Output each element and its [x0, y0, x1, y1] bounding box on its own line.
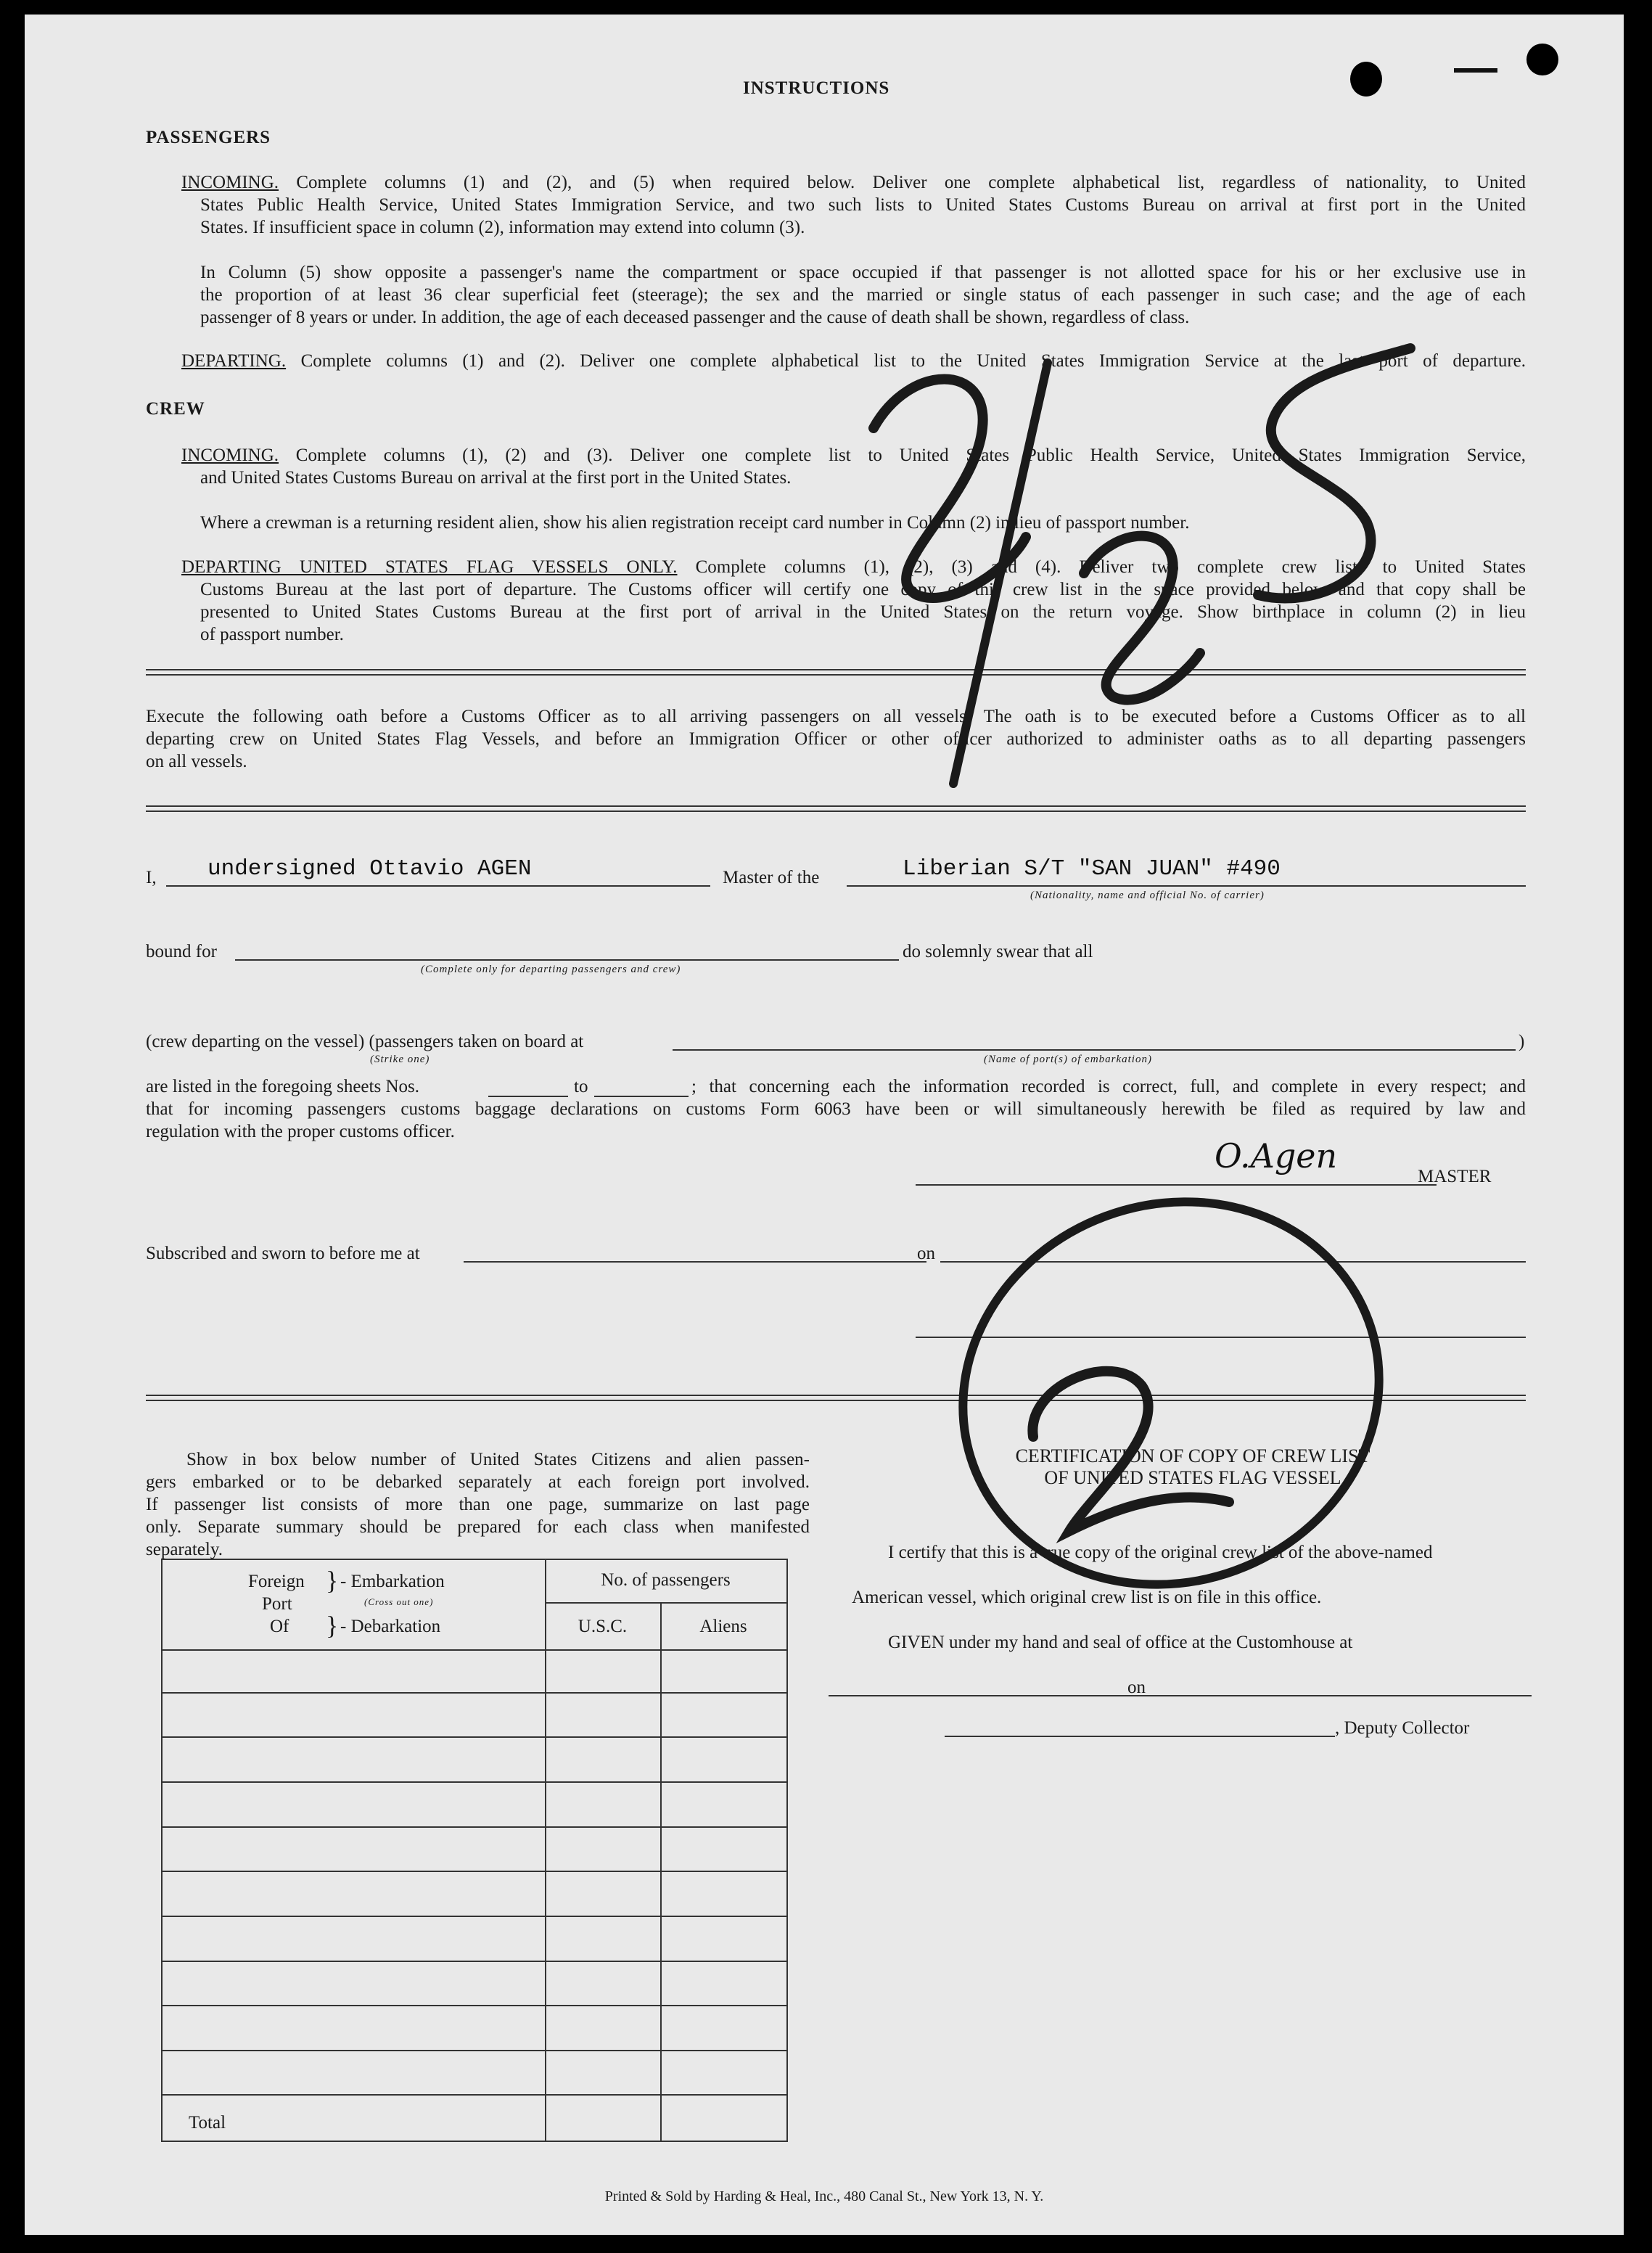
master-name-value: undersigned Ottavio AGEN [207, 856, 532, 882]
passengers-departing-line: DEPARTING. Complete columns (1) and (2). Deliver one complete alphabetical list to the United States Immigration Service at the last port of departure. [181, 351, 1526, 371]
summary-line-4: only. Separate summary should be prepared for each class when manifested [146, 1517, 810, 1537]
american-vessel-text: American vessel, which original crew list is on file in this office. [852, 1588, 1322, 1607]
crew-departing-option: (crew departing on the vessel) (passengers taken on board at [146, 1032, 584, 1051]
listed-to-label: to [574, 1077, 588, 1096]
section-divider-2 [146, 805, 1526, 812]
oath-i-label: I, [146, 868, 157, 887]
passengers-heading: PASSENGERS [146, 128, 271, 147]
table-divider-usc [660, 1604, 662, 2141]
ports-caption: (Name of port(s) of embarkation) [984, 1054, 1152, 1065]
incoming-declaration-line-2: regulation with the proper customs officer. [146, 1122, 455, 1141]
table-row-rule [163, 1826, 786, 1828]
customhouse-field-line [829, 1695, 1154, 1696]
master-name-field-line [166, 885, 710, 887]
master-label: MASTER [1418, 1167, 1492, 1186]
incoming-declaration-line-1: that for incoming passengers customs baggage declarations on customs Form 6063 have been or will simultaneously herewith be filed as required by law and [146, 1099, 1526, 1119]
summary-line-5: separately. [146, 1540, 223, 1559]
bound-for-field-line [235, 959, 899, 961]
sheet-to-field [594, 1096, 689, 1097]
close-paren: ) [1519, 1032, 1525, 1051]
table-row-rule [163, 1781, 786, 1783]
table-row-rule [163, 1871, 786, 1872]
column5-line-2: the proportion of at least 36 clear superficial feet (steerage); the sex and the married or single status of each passenger in such case; and the age of each [200, 285, 1526, 305]
punch-hole-left [1350, 62, 1382, 97]
passengers-incoming-line-1: INCOMING. Complete columns (1) and (2), and (5) when required below. Deliver one complete alphabetical list, regardless of nationality, to United [181, 173, 1526, 192]
certification-title-2: OF UNITED STATES FLAG VESSEL [1044, 1467, 1341, 1488]
passenger-summary-table [161, 1559, 788, 2142]
table-row-rule [163, 1961, 786, 1962]
table-of-label: Of [270, 1617, 289, 1636]
master-of-label: Master of the [723, 868, 820, 887]
table-foreign-label: Foreign [248, 1572, 305, 1591]
passengers-incoming-line-3: States. If insufficient space in column (2), information may extend into column (3). [200, 218, 805, 237]
handwritten-circled-number [924, 1168, 1403, 1633]
pen-mark [1454, 68, 1497, 73]
table-port-label: Port [262, 1594, 292, 1614]
table-row-rule [163, 1692, 786, 1694]
vessel-value: Liberian S/T "SAN JUAN" #490 [903, 856, 1281, 882]
crew-incoming-line-2: and United States Customs Bureau on arrival at the first port in the United States. [200, 468, 792, 488]
table-usc-header: U.S.C. [578, 1617, 628, 1636]
summary-instructions [146, 1448, 810, 1561]
table-header-rule [163, 1649, 786, 1651]
embarkation-ports-field-line [673, 1049, 1516, 1051]
subscribed-place-field-line [464, 1261, 926, 1263]
summary-line-1: Show in box below number of United States Citizens and alien passen- [186, 1450, 810, 1469]
crew-departing-label: DEPARTING UNITED STATES FLAG VESSELS ONLY. [181, 557, 678, 577]
swear-text: do solemnly swear that all [903, 942, 1093, 961]
master-signature: O.Agen [1215, 1136, 1338, 1175]
crew-incoming-label: INCOMING. [181, 446, 279, 465]
printer-footer: Printed & Sold by Harding & Heal, Inc., 480 Canal St., New York 13, N. Y. [604, 2188, 1044, 2204]
crew-alien-line: Where a crewman is a returning resident alien, show his alien registration receipt card number in Column (2) in lieu of passport number. [200, 513, 1190, 533]
punch-hole-right [1526, 44, 1558, 75]
passengers-incoming-line-2: States Public Health Service, United States Immigration Service, and two such lists to United States Customs Bureau on arrival at first port in the United [200, 195, 1526, 215]
certify-text: I certify that this is a true copy of the original crew list of the above-named [888, 1543, 1433, 1562]
certification-title-1: CERTIFICATION OF COPY OF CREW LIST [1015, 1445, 1370, 1466]
subscribed-label: Subscribed and sworn to before me at [146, 1244, 420, 1263]
oath-intro-line-3: on all vessels. [146, 752, 247, 771]
table-row-rule [163, 1916, 786, 1917]
deputy-collector-field-line [945, 1736, 1335, 1737]
given-text: GIVEN under my hand and seal of office at the Customhouse at [888, 1633, 1353, 1652]
summary-line-2: gers embarked or to be debarked separately at each foreign port involved. [146, 1472, 810, 1492]
oath-intro-line-2: departing crew on United States Flag Vessels, and before an Immigration Officer or other officer authorized to administer oaths as to all departing passengers [146, 729, 1526, 749]
table-no-passengers-header: No. of passengers [601, 1570, 731, 1590]
listed-suffix: ; that concerning each the information recorded is correct, full, and complete in every respect; and [691, 1077, 1526, 1096]
table-cross-out-caption: (Cross out one) [364, 1596, 434, 1607]
crew-departing-line-4: of passport number. [200, 625, 344, 644]
passengers-departing-label: DEPARTING. [181, 351, 287, 371]
sheet-from-field [488, 1096, 568, 1097]
column5-line-1: In Column (5) show opposite a passenger's name the compartment or space occupied if that passenger is not allotted space for his or her exclusive use in [200, 263, 1526, 282]
bound-for-caption: (Complete only for departing passengers and crew) [421, 964, 681, 975]
deputy-collector-label: , Deputy Collector [1335, 1718, 1470, 1738]
table-row-rule [163, 2094, 786, 2096]
table-subheader-rule [545, 1602, 786, 1604]
strike-one-caption: (Strike one) [370, 1054, 430, 1065]
document-page [25, 15, 1624, 2235]
summary-line-3: If passenger list consists of more than one page, summarize on last page [146, 1495, 810, 1514]
crew-heading: CREW [146, 399, 205, 419]
table-aliens-header: Aliens [699, 1617, 747, 1636]
table-row-rule [163, 2050, 786, 2051]
brace-top: } [326, 1566, 339, 1595]
column5-line-3: passenger of 8 years or under. In addition, the age of each deceased passenger and the cause of death shall be shown, regardless of class. [200, 308, 1190, 327]
subscribed-on-label: on [917, 1244, 935, 1263]
oath-intro-line-1: Execute the following oath before a Customs Officer as to all arriving passengers on all vessels. The oath is to be executed before a Customs Officer as to all [146, 707, 1526, 726]
table-debarkation-label: - Debarkation [340, 1617, 441, 1636]
passengers-incoming-label: INCOMING. [181, 173, 279, 192]
crew-departing-line-1: DEPARTING UNITED STATES FLAG VESSELS ONLY. Complete columns (1), (2), (3) and (4). Deliver two complete crew lists to United States [181, 557, 1526, 577]
bound-for-label: bound for [146, 942, 217, 961]
handwritten-number-mark [808, 334, 1447, 798]
brace-bottom: } [326, 1611, 339, 1640]
vessel-caption: (Nationality, name and official No. of carrier) [1030, 890, 1265, 901]
table-embarkation-label: - Embarkation [340, 1572, 445, 1591]
certification-on-label: on [1127, 1678, 1146, 1697]
table-total-label: Total [189, 2113, 226, 2133]
page-heading: INSTRUCTIONS [743, 78, 890, 98]
crew-incoming-line-1: INCOMING. Complete columns (1), (2) and (3). Deliver one complete list to United States Public Health Service, United States Immigration Service, [181, 446, 1526, 465]
crew-departing-line-2: Customs Bureau at the last port of departure. The Customs officer will certify one copy of this crew list in the space provided below and that copy shall be [200, 580, 1526, 599]
listed-line: are listed in the foregoing sheets Nos. to ; that concerning each the information recorded is correct, full, and complete in every respect; and [146, 1077, 1526, 1096]
vessel-field-line [847, 885, 1526, 887]
certification-date-field-line [1151, 1695, 1532, 1696]
table-row-rule [163, 1736, 786, 1738]
table-divider-port [545, 1560, 546, 2141]
crew-departing-line-3: presented to United States Customs Bureau at the first port of arrival in the United States on the return voyage. Show birthplace in column (2) in lieu [200, 602, 1526, 622]
table-row-rule [163, 2005, 786, 2006]
